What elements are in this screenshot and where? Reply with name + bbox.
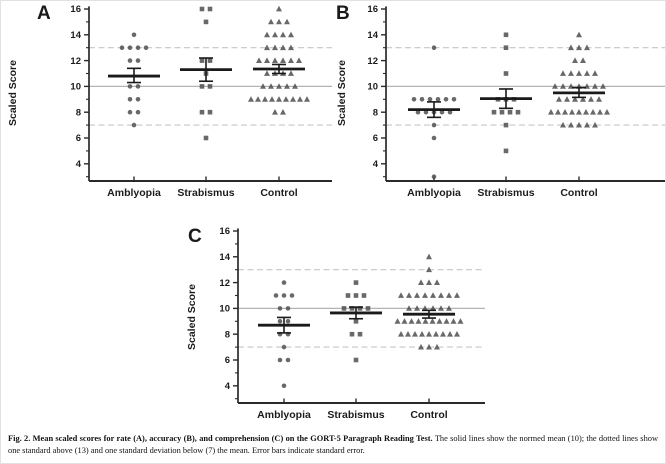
data-point-circle (132, 123, 137, 128)
data-point-triangle (447, 331, 453, 337)
y-axis-tick-label: 8 (75, 107, 81, 119)
category-label: Control (560, 187, 598, 199)
data-point-triangle (280, 109, 286, 115)
data-point-circle (444, 97, 449, 102)
category-label: Amblyopia (407, 187, 461, 199)
data-point-square (208, 84, 213, 89)
data-point-triangle (592, 70, 598, 76)
data-point-triangle (568, 70, 574, 76)
data-point-circle (282, 384, 287, 389)
data-point-circle (120, 45, 125, 50)
data-point-circle (286, 319, 291, 324)
data-point-circle (136, 58, 141, 63)
data-point-square (346, 293, 351, 298)
y-axis-tick-label: 14 (219, 252, 230, 263)
data-point-square (208, 110, 213, 115)
data-point-triangle (398, 292, 404, 298)
data-point-triangle (395, 318, 401, 324)
data-point-triangle (437, 318, 443, 324)
data-point-triangle (458, 318, 464, 324)
panel-a-label: A (37, 3, 52, 24)
y-axis-tick-label: 4 (372, 159, 378, 170)
data-point-triangle (572, 57, 578, 63)
data-point-circle (128, 84, 133, 89)
data-point-triangle (272, 32, 278, 38)
data-point-circle (432, 174, 437, 179)
data-point-circle (290, 293, 295, 298)
data-point-triangle (276, 96, 282, 102)
data-point-triangle (269, 96, 275, 102)
data-point-triangle (434, 279, 440, 285)
data-point-triangle (272, 109, 278, 115)
data-point-circle (278, 306, 283, 311)
data-point-triangle (446, 292, 452, 298)
data-point-square (354, 319, 359, 324)
panel-a-y-axis-title: Scaled Score (7, 60, 19, 126)
data-point-triangle (255, 96, 261, 102)
panel-b-label: B (336, 3, 351, 24)
data-point-circle (128, 110, 133, 115)
data-point-circle (282, 280, 287, 285)
data-point-triangle (276, 19, 282, 25)
data-point-triangle (304, 96, 310, 102)
data-point-square (504, 33, 509, 38)
data-point-square (200, 7, 205, 12)
data-point-triangle (580, 57, 586, 63)
data-point-circle (286, 306, 291, 311)
data-point-triangle (422, 292, 428, 298)
y-axis-tick-label: 8 (372, 107, 378, 119)
data-point-square (208, 58, 213, 63)
data-point-circle (428, 97, 433, 102)
y-axis-tick-label: 4 (224, 381, 230, 392)
panel-c (167, 223, 500, 437)
data-point-triangle (596, 96, 602, 102)
data-point-circle (136, 45, 141, 50)
y-axis-tick-label: 10 (70, 81, 81, 93)
category-label: Control (260, 187, 298, 199)
data-point-triangle (412, 331, 418, 337)
data-point-square (200, 110, 205, 115)
data-point-triangle (288, 70, 294, 76)
data-point-triangle (296, 57, 302, 63)
data-point-triangle (454, 331, 460, 337)
data-point-circle (128, 58, 133, 63)
data-point-triangle (451, 318, 457, 324)
data-point-triangle (268, 19, 274, 25)
figure-caption (8, 433, 658, 457)
data-point-triangle (276, 6, 282, 12)
data-point-triangle (438, 292, 444, 298)
data-point-triangle (604, 109, 610, 115)
category-label: Amblyopia (107, 187, 161, 199)
data-point-square (204, 20, 209, 25)
y-axis-tick-label: 14 (70, 30, 81, 41)
panel-c-label: C (188, 226, 203, 247)
data-point-square (358, 332, 363, 337)
data-point-triangle (583, 109, 589, 115)
data-point-square (354, 293, 359, 298)
data-point-square (366, 306, 371, 311)
data-point-square (342, 306, 347, 311)
data-point-triangle (406, 292, 412, 298)
y-axis-tick-label: 4 (75, 159, 81, 170)
data-point-circle (136, 97, 141, 102)
data-point-circle (432, 136, 437, 141)
data-point-circle (282, 293, 287, 298)
data-point-circle (432, 45, 437, 50)
data-point-triangle (297, 96, 303, 102)
data-point-circle (278, 358, 283, 363)
data-point-circle (128, 97, 133, 102)
data-point-square (504, 71, 509, 76)
data-point-triangle (256, 57, 262, 63)
category-label: Strabismus (477, 187, 535, 199)
data-point-square (208, 7, 213, 12)
data-point-square (362, 293, 367, 298)
data-point-circle (274, 293, 279, 298)
data-point-circle (412, 97, 417, 102)
data-point-triangle (562, 109, 568, 115)
data-point-triangle (576, 109, 582, 115)
panel-b (334, 1, 666, 215)
data-point-triangle (426, 254, 432, 260)
category-label: Strabismus (327, 409, 385, 421)
data-point-triangle (262, 96, 268, 102)
data-point-circle (278, 319, 283, 324)
y-axis-tick-label: 10 (367, 81, 378, 93)
data-point-triangle (284, 19, 290, 25)
data-point-triangle (264, 57, 270, 63)
data-point-circle (136, 84, 141, 89)
data-point-circle (128, 45, 133, 50)
data-point-triangle (569, 109, 575, 115)
y-axis-tick-label: 16 (219, 226, 230, 238)
data-point-triangle (576, 32, 582, 38)
data-point-triangle (440, 331, 446, 337)
data-point-triangle (283, 96, 289, 102)
data-point-triangle (280, 32, 286, 38)
data-point-triangle (409, 318, 415, 324)
data-point-triangle (430, 318, 436, 324)
data-point-triangle (423, 318, 429, 324)
y-axis-tick-label: 6 (372, 133, 378, 145)
data-point-square (200, 84, 205, 89)
data-point-circle (420, 97, 425, 102)
data-point-triangle (556, 96, 562, 102)
data-point-triangle (405, 331, 411, 337)
data-point-triangle (272, 57, 278, 63)
data-point-square (492, 110, 497, 115)
data-point-square (200, 58, 205, 63)
data-point-circle (136, 110, 141, 115)
data-point-triangle (584, 70, 590, 76)
data-point-triangle (548, 109, 554, 115)
panel-a (1, 1, 334, 215)
data-point-triangle (430, 292, 436, 298)
data-point-triangle (248, 96, 254, 102)
data-point-triangle (288, 57, 294, 63)
panel-a-plot (1, 1, 334, 215)
data-point-triangle (290, 96, 296, 102)
data-point-triangle (264, 32, 270, 38)
panel-c-plot (167, 223, 500, 437)
data-point-square (516, 110, 521, 115)
category-label: Strabismus (177, 187, 235, 199)
data-point-square (204, 136, 209, 141)
panel-b-y-axis-title: Scaled Score (336, 60, 348, 126)
data-point-circle (282, 345, 287, 350)
data-point-circle (452, 97, 457, 102)
category-label: Amblyopia (257, 409, 311, 421)
data-point-square (350, 332, 355, 337)
y-axis-tick-label: 12 (367, 55, 378, 67)
data-point-circle (144, 45, 149, 50)
y-axis-tick-label: 12 (219, 277, 230, 289)
panel-b-plot (334, 1, 666, 215)
data-point-triangle (560, 70, 566, 76)
data-point-triangle (444, 318, 450, 324)
y-axis-tick-label: 16 (70, 4, 81, 16)
category-label: Control (410, 409, 448, 421)
data-point-circle (436, 97, 441, 102)
data-point-circle (432, 123, 437, 128)
data-point-triangle (590, 109, 596, 115)
y-axis-tick-label: 16 (367, 4, 378, 16)
data-point-triangle (426, 331, 432, 337)
data-point-triangle (398, 331, 404, 337)
y-axis-tick-label: 6 (224, 355, 230, 367)
data-point-square (504, 149, 509, 154)
data-point-triangle (264, 70, 270, 76)
data-point-triangle (433, 331, 439, 337)
data-point-triangle (588, 96, 594, 102)
y-axis-tick-label: 6 (75, 133, 81, 145)
data-point-triangle (288, 32, 294, 38)
data-point-triangle (564, 96, 570, 102)
data-point-triangle (402, 318, 408, 324)
y-axis-tick-label: 14 (367, 30, 378, 41)
panel-c-y-axis-title: Scaled Score (186, 284, 198, 350)
data-point-triangle (454, 292, 460, 298)
caption-body: The solid lines show the normed mean (10); the dotted lines show one standard above (13) and one standard deviation below (7) the mean. Error bars indicate standard error. (8, 434, 658, 456)
data-point-triangle (555, 109, 561, 115)
data-point-triangle (576, 70, 582, 76)
data-point-square (504, 45, 509, 50)
y-axis-tick-label: 12 (70, 55, 81, 67)
data-point-square (508, 110, 513, 115)
data-point-triangle (426, 279, 432, 285)
caption-title: Fig. 2. Mean scaled scores for rate (A), accuracy (B), and comprehension (C) on the GORT-5 Paragraph Reading Test. (8, 434, 433, 443)
data-point-triangle (280, 57, 286, 63)
data-point-triangle (414, 292, 420, 298)
y-axis-tick-label: 10 (219, 303, 230, 315)
data-point-square (354, 358, 359, 363)
data-point-square (354, 280, 359, 285)
data-point-circle (286, 358, 291, 363)
data-point-triangle (416, 318, 422, 324)
data-point-triangle (419, 331, 425, 337)
data-point-circle (132, 33, 137, 38)
data-point-square (504, 123, 509, 128)
data-point-triangle (597, 109, 603, 115)
data-point-triangle (418, 279, 424, 285)
y-axis-tick-label: 8 (224, 329, 230, 341)
data-point-square (500, 110, 505, 115)
